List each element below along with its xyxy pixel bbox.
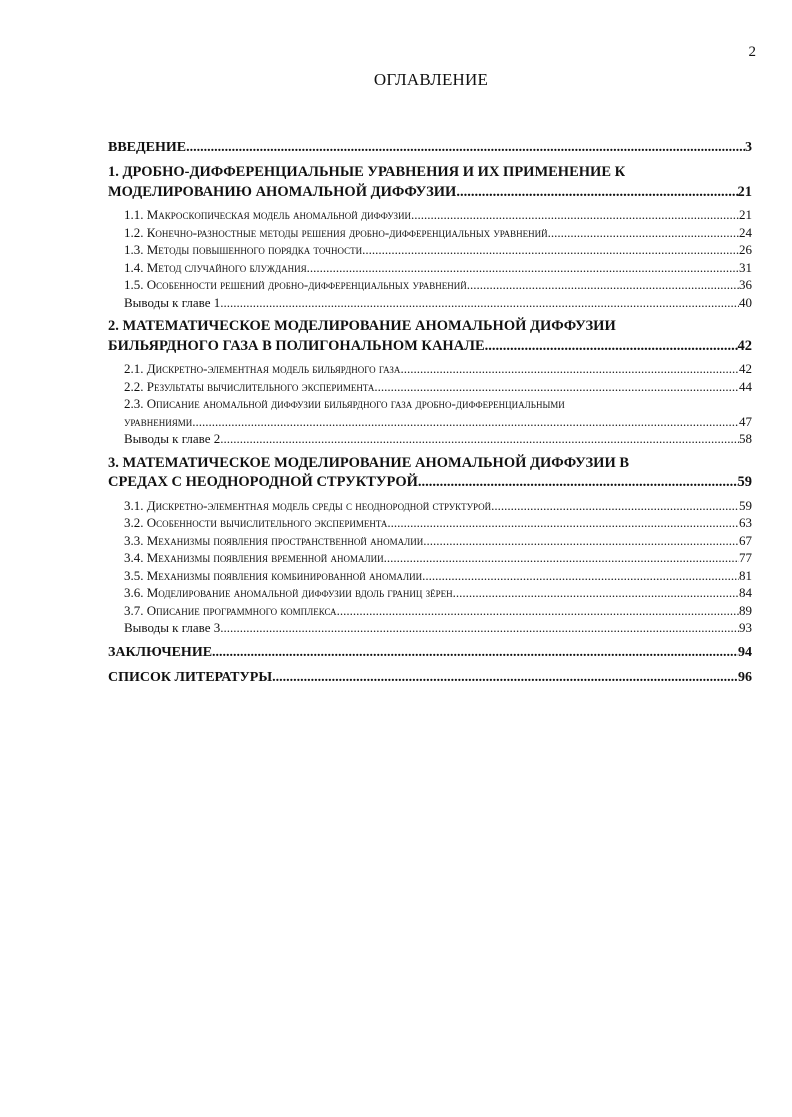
leader-dots [422,567,739,585]
leader-dots [337,602,739,620]
toc-section-label: 1.1. Макроскопическая модель аномальной диффузии [124,207,411,222]
toc-section-2-2[interactable] [108,378,752,396]
leader-dots [192,413,739,431]
toc-section-label: Выводы к главе 2 [124,431,221,446]
toc-section-label: уравнениями [124,413,193,429]
leader-dots [453,584,739,602]
toc-section-label: 3.2. Особенности вычислительного эксперимента [124,515,388,530]
toc-section-3-1[interactable] [108,497,752,515]
toc-section-label: 3.6. Моделирование аномальной диффузии вдоль границ зёрен [124,585,453,600]
toc-section-label: 1.4. Метод случайного блуждания [124,259,307,275]
toc-section-1-2[interactable] [108,224,752,242]
toc-section-label-line1: 2.3. Описание аномальной диффузии бильярдного газа дробно-дифференциальными [124,396,565,411]
toc-entry-page: 96 [738,669,752,685]
toc-section-label: 1.5. Особенности решений дробно-дифференциальных уравнений [124,277,467,292]
toc-section-2-3[interactable] [108,395,752,430]
chapter-page: 42 [737,337,752,354]
toc-section-page: 36 [739,277,752,292]
toc-section-label: 3.1. Дискретно-элементная модель среды с неоднородной структурой [124,497,492,513]
toc-section-label: 2.1. Дискретно-элементная модель бильярдного газа [124,361,401,376]
toc-section-page: 89 [739,602,752,618]
toc-section-page: 42 [739,361,752,376]
toc-section-3-6[interactable] [108,584,752,602]
toc-section-page: 59 [739,497,752,513]
toc-section-conclusions-3[interactable] [108,619,752,637]
leader-dots [400,360,739,378]
toc-section-1-1[interactable] [108,206,752,224]
toc-entry-references[interactable] [108,668,752,687]
leader-dots [220,619,739,637]
chapter-3-heading[interactable] [108,454,752,493]
toc-section-page: 24 [739,224,752,240]
toc-section-1-3[interactable] [108,241,752,259]
table-of-contents [108,138,752,687]
toc-section-label: 3.3. Механизмы появления пространственной аномалии [124,532,424,548]
toc-section-page: 93 [739,620,752,635]
chapter-title-line2: МОДЕЛИРОВАНИЮ АНОМАЛЬНОЙ ДИФФУЗИИ [108,183,457,200]
leader-dots [384,549,739,567]
leader-dots [387,514,739,532]
toc-section-page: 44 [739,378,752,394]
chapter-title-line2: БИЛЬЯРДНОГО ГАЗА В ПОЛИГОНАЛЬНОМ КАНАЛЕ [108,337,485,354]
toc-entry-page: 3 [745,140,752,155]
leader-dots [467,276,739,294]
leader-dots [362,241,739,259]
toc-section-1-4[interactable] [108,259,752,277]
toc-section-label: Выводы к главе 1 [124,294,221,310]
chapter-page: 59 [737,474,752,490]
toc-section-page: 81 [739,567,752,583]
toc-section-label: 1.3. Методы повышенного порядка точности [124,242,363,257]
toc-section-label: 3.7. Описание программного комплекса [124,602,337,618]
page-number: 2 [748,44,756,60]
leader-dots [423,532,739,550]
toc-section-page: 77 [739,550,752,565]
toc-section-3-7[interactable] [108,602,752,620]
toc-section-label: 1.2. Конечно-разностные методы решения дробно-дифференциальных уравнений [124,224,548,240]
chapter-title-line1: 1. ДРОБНО-ДИФФЕРЕНЦИАЛЬНЫЕ УРАВНЕНИЯ И ИХ ПРИМЕНЕНИЕ К [108,164,626,180]
leader-dots [186,138,745,157]
toc-section-page: 58 [739,431,752,446]
toc-section-3-5[interactable] [108,567,752,585]
toc-entry-conclusion[interactable] [108,643,752,662]
toc-entry-label: СПИСОК ЛИТЕРАТУРЫ [108,669,273,685]
toc-entry-page: 94 [738,644,752,660]
toc-section-conclusions-2[interactable] [108,430,752,448]
toc-section-label: 2.2. Результаты вычислительного эксперимента [124,378,375,394]
toc-section-label: 3.4. Механизмы появления временной аномалии [124,550,384,565]
toc-section-1-5[interactable] [108,276,752,294]
leader-dots [548,224,739,242]
toc-section-page: 40 [739,294,752,310]
leader-dots [418,473,738,493]
toc-section-conclusions-1[interactable] [108,294,752,312]
toc-section-3-3[interactable] [108,532,752,550]
toc-section-page: 31 [739,259,752,275]
toc-section-page: 21 [739,207,752,222]
chapter-title-line2: СРЕДАХ С НЕОДНОРОДНОЙ СТРУКТУРОЙ [108,474,418,490]
chapter-1-heading[interactable] [108,163,752,202]
chapter-title-line1: 3. МАТЕМАТИЧЕСКОЕ МОДЕЛИРОВАНИЕ АНОМАЛЬНОЙ ДИФФУЗИИ В [108,454,630,471]
leader-dots [307,259,739,277]
toc-section-page: 47 [739,413,752,429]
toc-section-page: 67 [739,532,752,548]
toc-section-label: 3.5. Механизмы появления комбинированной аномалии [124,567,423,583]
toc-section-3-4[interactable] [108,549,752,567]
leader-dots [485,337,738,357]
toc-entry-label: ЗАКЛЮЧЕНИЕ [108,644,213,660]
leader-dots [212,643,738,662]
toc-section-page: 26 [739,242,752,257]
toc-section-page: 63 [739,515,752,530]
leader-dots [220,294,739,312]
toc-entry-label: ВВЕДЕНИЕ [108,140,187,155]
toc-entry-introduction[interactable] [108,138,752,157]
toc-section-3-2[interactable] [108,514,752,532]
toc-title: ОГЛАВЛЕНИЕ [373,70,489,89]
chapter-2-heading[interactable] [108,317,752,356]
leader-dots [411,206,739,224]
toc-section-label: Выводы к главе 3 [124,620,221,635]
toc-section-page: 84 [739,585,752,600]
leader-dots [374,378,739,396]
chapter-page: 21 [737,183,752,200]
chapter-title-line1: 2. МАТЕМАТИЧЕСКОЕ МОДЕЛИРОВАНИЕ АНОМАЛЬНОЙ ДИФФУЗИИ [108,318,616,334]
leader-dots [272,668,738,687]
leader-dots [491,497,739,515]
toc-section-2-1[interactable] [108,360,752,378]
leader-dots [456,183,737,203]
leader-dots [220,430,739,448]
